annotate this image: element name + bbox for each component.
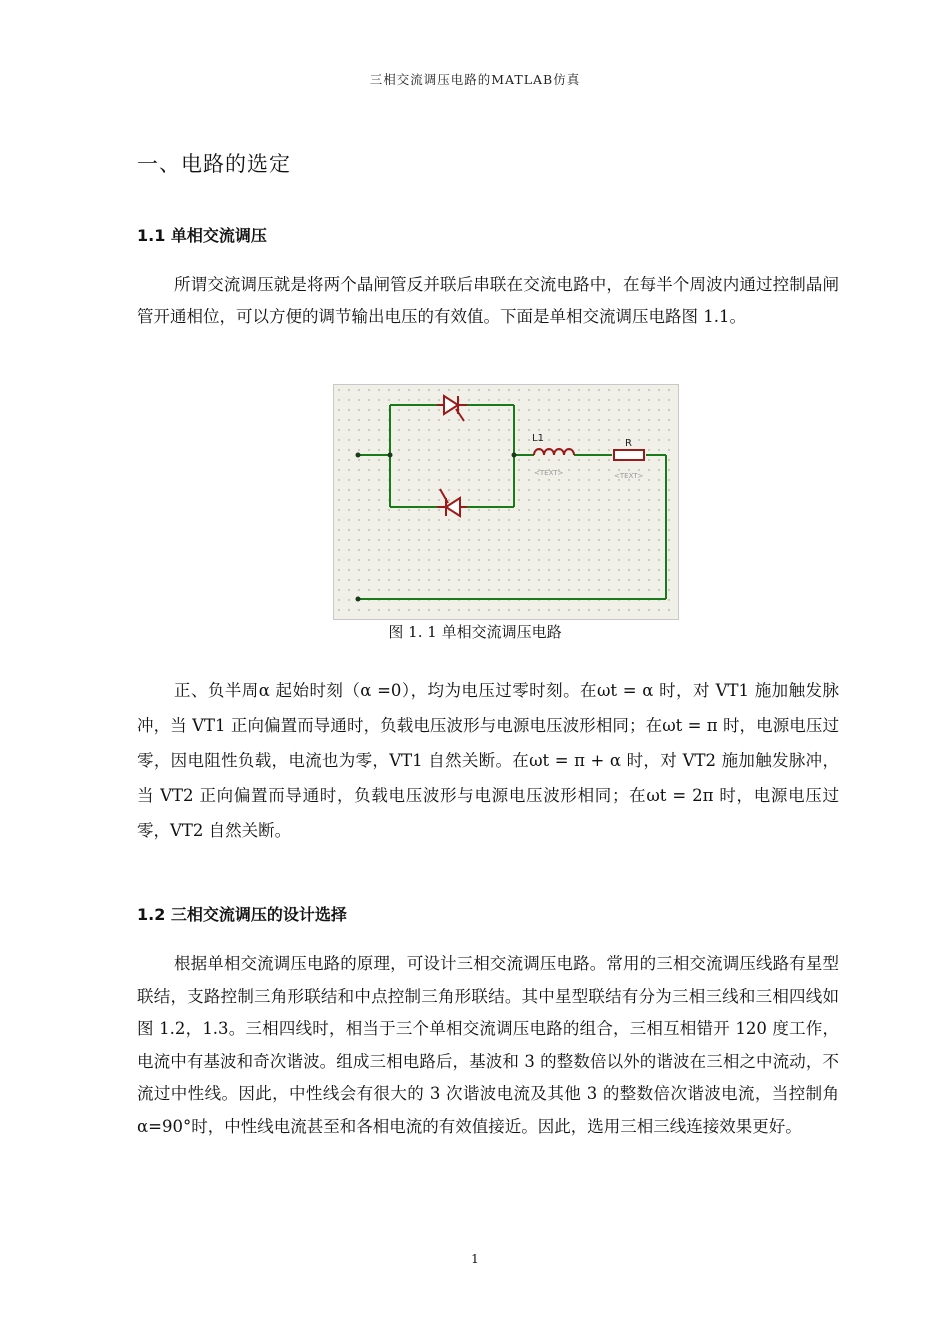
resistor-label: R [625, 438, 632, 449]
resistor-icon [614, 450, 644, 460]
paragraph-operation: 正、负半周α 起始时刻（α =0），均为电压过零时刻。在ωt = α 时，对 VT1 施加触发脉冲，当 VT1 正向偏置而导通时，负载电压波形与电源电压波形相同；在ωt = π 时，电源电压过零，因电阻性负载，电流也为零，VT1 自然关断。在ωt = π + α 时，对 VT2 施加触发脉冲，当 VT2 正向偏置而导通时，负载电压波形与电源电压波形相同；在ωt = 2π 时，电源电压过零，VT2 自然关断。 [137, 681, 839, 840]
inductor-label: L1 [532, 433, 544, 444]
paragraph-three-phase: 根据单相交流调压电路的原理，可设计三相交流调压电路。常用的三相交流调压线路有星型联结，支路控制三角形联结和中点控制三角形联结。其中星型联结有分为三相三线和三相四线如图 1.2，1.3。三相四线时，相当于三个单相交流调压电路的组合，三相互相错开 120 度工作，电流中有基波和奇次谐波。组成三相电路后，基波和 3 的整数倍以外的谐波在三相之中流动，不流过中性线。因此，中性线会有很大的 3 次谐波电流及其他 3 的整数倍次谐波电流，当控制角α=90°时，中性线电流甚至和各相电流的有效值接近。因此，选用三相三线连接效果更好。 [137, 954, 839, 1136]
figure-caption: 图 1. 1 单相交流调压电路 [388, 623, 562, 641]
page-header: 三相交流调压电路的MATLAB仿真 [369, 72, 581, 87]
subsection-title-1-2: 1.2 三相交流调压的设计选择 [137, 905, 347, 924]
circuit-diagram [334, 385, 678, 619]
resistor-text: <TEXT> [614, 472, 644, 480]
page-number: 1 [471, 1252, 479, 1266]
section-title: 一、电路的选定 [137, 152, 291, 176]
inductor-text: <TEXT> [534, 469, 564, 477]
subsection-title-1-1: 1.1 单相交流调压 [137, 226, 267, 245]
circuit-figure [333, 384, 679, 620]
paragraph-intro: 所谓交流调压就是将两个晶闸管反并联后串联在交流电路中，在每半个周波内通过控制晶闸管开通相位，可以方便的调节输出电压的有效值。下面是单相交流调压电路图 1.1。 [137, 275, 839, 326]
